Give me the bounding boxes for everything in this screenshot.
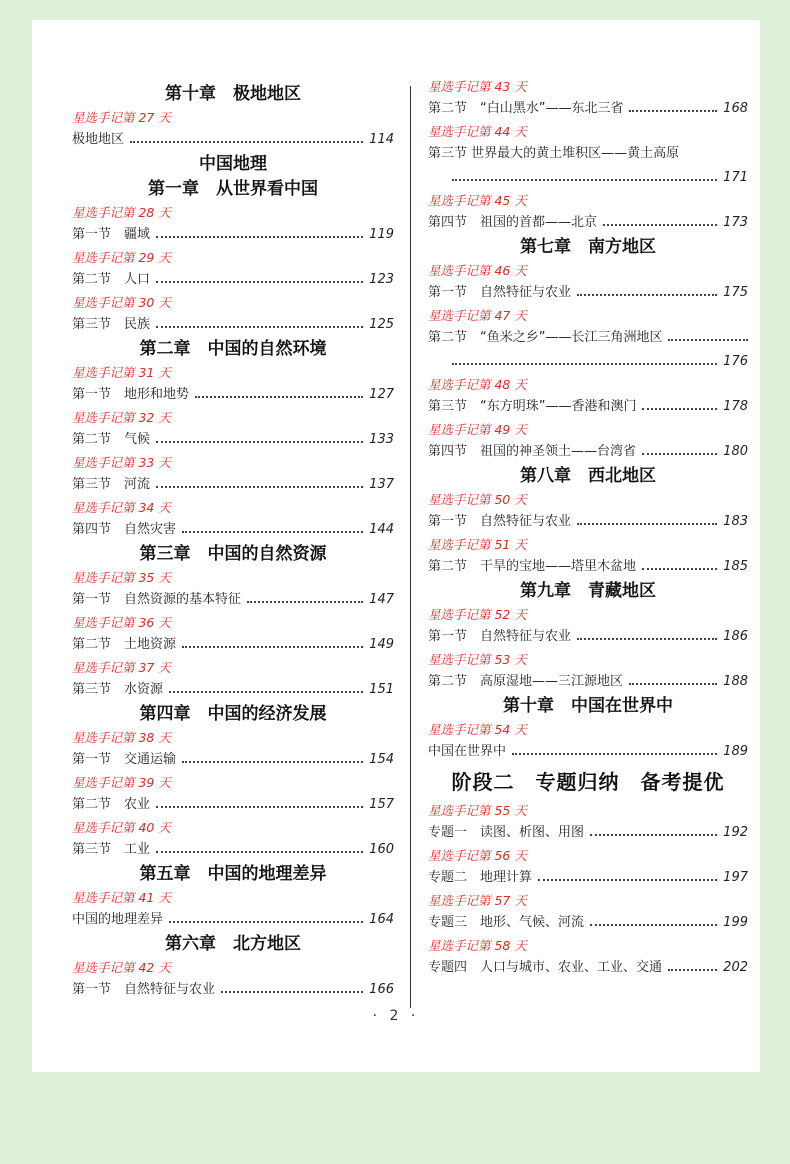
leader-dots <box>538 879 717 881</box>
entry-title: 第四节 自然灾害 <box>72 522 177 537</box>
toc-entry[interactable] <box>428 211 748 235</box>
leader-dots <box>247 601 363 603</box>
page-ref: 125 <box>369 317 394 332</box>
day-label: 星选手记第 43 天 <box>428 79 527 94</box>
day-label: 星选手记第 34 天 <box>72 500 171 515</box>
page-ref: 178 <box>723 399 748 414</box>
page-ref: 183 <box>723 514 748 529</box>
page-ref: 157 <box>369 797 394 812</box>
page-ref: 149 <box>369 637 394 652</box>
entry-title: 第二节 “鱼米之乡”——长江三角洲地区 <box>428 330 663 345</box>
entry-title: 第二节 土地资源 <box>72 637 177 652</box>
entry-title: 第二节 气候 <box>72 432 151 447</box>
page-ref: 180 <box>723 444 748 459</box>
entry-title: 第三节 “东方明珠”——香港和澳门 <box>428 399 637 414</box>
entry-title: 第二节 “白山黑水”——东北三省 <box>428 101 624 116</box>
toc-entry-continuation[interactable] <box>428 166 748 190</box>
page-ref: 123 <box>369 272 394 287</box>
page-ref: 186 <box>723 629 748 644</box>
toc-entry[interactable] <box>72 473 394 497</box>
toc-entry[interactable] <box>72 838 394 862</box>
chapter-heading: 第九章 青藏地区 <box>520 581 656 601</box>
page-ref: 137 <box>369 477 394 492</box>
leader-dots <box>577 523 717 525</box>
leader-dots <box>668 969 717 971</box>
entry-title: 极地地区 <box>72 132 125 147</box>
leader-dots <box>590 834 717 836</box>
entry-title: 专题四 人口与城市、农业、工业、交通 <box>428 960 663 975</box>
leader-dots <box>642 408 717 410</box>
page-number: · 2 · <box>372 1008 420 1024</box>
chapter-heading: 第三章 中国的自然资源 <box>139 544 327 564</box>
leader-dots <box>156 281 363 283</box>
page-ref: 175 <box>723 285 748 300</box>
day-label: 星选手记第 58 天 <box>428 938 527 953</box>
day-label: 星选手记第 52 天 <box>428 607 527 622</box>
entry-title: 第二节 农业 <box>72 797 151 812</box>
day-label: 星选手记第 27 天 <box>72 110 171 125</box>
toc-entry[interactable] <box>72 383 394 407</box>
toc-entry[interactable] <box>72 313 394 337</box>
page-ref: 147 <box>369 592 394 607</box>
day-label: 星选手记第 50 天 <box>428 492 527 507</box>
leader-dots <box>603 224 717 226</box>
entry-title: 第三节 民族 <box>72 317 151 332</box>
leader-dots <box>642 453 717 455</box>
page-ref: 173 <box>723 215 748 230</box>
entry-title: 第一节 自然特征与农业 <box>428 629 572 644</box>
leader-dots <box>195 396 363 398</box>
page-ref: 133 <box>369 432 394 447</box>
toc-right-column <box>428 20 748 980</box>
entry-title: 第一节 疆域 <box>72 227 151 242</box>
entry-title: 专题三 地形、气候、河流 <box>428 915 585 930</box>
page-ref: 185 <box>723 559 748 574</box>
day-label: 星选手记第 56 天 <box>428 848 527 863</box>
toc-entry[interactable] <box>72 428 394 452</box>
day-label: 星选手记第 30 天 <box>72 295 171 310</box>
entry-title: 中国的地理差异 <box>72 912 164 927</box>
leader-dots <box>221 991 363 993</box>
leader-dots <box>590 924 717 926</box>
page-ref: 171 <box>723 170 748 185</box>
entry-title: 第二节 高原湿地——三江源地区 <box>428 674 624 689</box>
leader-dots <box>156 236 363 238</box>
day-label: 星选手记第 33 天 <box>72 455 171 470</box>
day-label: 星选手记第 51 天 <box>428 537 527 552</box>
toc-left-column <box>72 20 394 1002</box>
toc-entry[interactable] <box>428 956 748 980</box>
entry-title: 第一节 自然特征与农业 <box>428 285 572 300</box>
toc-entry[interactable] <box>72 633 394 657</box>
toc-entry[interactable] <box>428 510 748 534</box>
page-ref: 192 <box>723 825 748 840</box>
entry-title: 第四节 祖国的神圣领土——台湾省 <box>428 444 637 459</box>
page-ref: 160 <box>369 842 394 857</box>
toc-entry[interactable] <box>428 670 748 694</box>
entry-title: 第一节 交通运输 <box>72 752 177 767</box>
day-label: 星选手记第 42 天 <box>72 960 171 975</box>
page-ref: 189 <box>723 744 748 759</box>
page-ref: 168 <box>723 101 748 116</box>
toc-entry-continuation[interactable] <box>428 350 748 374</box>
toc-entry[interactable] <box>428 740 748 764</box>
chapter-heading: 第二章 中国的自然环境 <box>139 339 327 359</box>
day-label: 星选手记第 45 天 <box>428 193 527 208</box>
day-label: 星选手记第 32 天 <box>72 410 171 425</box>
day-label: 星选手记第 41 天 <box>72 890 171 905</box>
entry-title: 专题二 地理计算 <box>428 870 533 885</box>
entry-title: 第四节 祖国的首都——北京 <box>428 215 598 230</box>
document-page <box>32 20 760 1072</box>
leader-dots <box>156 326 363 328</box>
entry-title: 第一节 自然特征与农业 <box>72 982 216 997</box>
leader-dots <box>156 806 363 808</box>
column-divider <box>410 86 411 1008</box>
leader-dots <box>130 141 363 143</box>
day-label: 星选手记第 48 天 <box>428 377 527 392</box>
page-ref: 166 <box>369 982 394 997</box>
day-label: 星选手记第 37 天 <box>72 660 171 675</box>
leader-dots <box>156 486 363 488</box>
toc-entry[interactable] <box>72 748 394 772</box>
page-ref: 114 <box>369 132 394 147</box>
leader-dots <box>182 646 363 648</box>
entry-title: 第一节 自然资源的基本特征 <box>72 592 242 607</box>
leader-dots <box>452 179 717 181</box>
toc-entry[interactable] <box>72 588 394 612</box>
day-label: 星选手记第 29 天 <box>72 250 171 265</box>
toc-entry[interactable] <box>428 440 748 464</box>
toc-entry[interactable] <box>72 678 394 702</box>
leader-dots <box>512 753 717 755</box>
leader-dots <box>182 531 363 533</box>
page-ref: 144 <box>369 522 394 537</box>
chapter-heading: 第六章 北方地区 <box>165 934 301 954</box>
leader-dots <box>169 691 363 693</box>
page-ref: 164 <box>369 912 394 927</box>
day-label: 星选手记第 36 天 <box>72 615 171 630</box>
chapter-heading: 第八章 西北地区 <box>520 466 656 486</box>
chapter-heading: 第七章 南方地区 <box>520 237 656 257</box>
entry-title: 专题一 读图、析图、用图 <box>428 825 585 840</box>
page-ref: 154 <box>369 752 394 767</box>
entry-title: 第三节 河流 <box>72 477 151 492</box>
entry-title: 第三节 水资源 <box>72 682 164 697</box>
entry-title: 第二节 人口 <box>72 272 151 287</box>
entry-title: 第一节 自然特征与农业 <box>428 514 572 529</box>
day-label: 星选手记第 57 天 <box>428 893 527 908</box>
toc-entry[interactable] <box>72 978 394 1002</box>
day-label: 星选手记第 39 天 <box>72 775 171 790</box>
day-label: 星选手记第 54 天 <box>428 722 527 737</box>
toc-entry[interactable] <box>72 908 394 932</box>
day-label: 星选手记第 49 天 <box>428 422 527 437</box>
toc-entry[interactable] <box>428 326 748 350</box>
entry-title: 第三节 工业 <box>72 842 151 857</box>
leader-dots <box>642 568 717 570</box>
leader-dots <box>452 363 717 365</box>
leader-dots <box>577 294 717 296</box>
toc-entry[interactable] <box>428 97 748 121</box>
day-label: 星选手记第 47 天 <box>428 308 527 323</box>
leader-dots <box>577 638 717 640</box>
page-ref: 119 <box>369 227 394 242</box>
page-ref: 176 <box>723 354 748 369</box>
chapter-heading: 第四章 中国的经济发展 <box>139 704 327 724</box>
toc-entry[interactable] <box>72 268 394 292</box>
toc-entry[interactable] <box>428 821 748 845</box>
chapter-heading: 第一章 从世界看中国 <box>148 179 318 199</box>
entry-title: 第一节 地形和地势 <box>72 387 190 402</box>
toc-entry[interactable] <box>428 281 748 305</box>
day-label: 星选手记第 55 天 <box>428 803 527 818</box>
day-label: 星选手记第 44 天 <box>428 124 527 139</box>
leader-dots <box>182 761 363 763</box>
leader-dots <box>156 851 363 853</box>
entry-title: 中国在世界中 <box>428 744 507 759</box>
entry-title: 第二节 干旱的宝地——塔里木盆地 <box>428 559 637 574</box>
day-label: 星选手记第 53 天 <box>428 652 527 667</box>
toc-entry[interactable] <box>428 911 748 935</box>
page-ref: 197 <box>723 870 748 885</box>
toc-entry[interactable] <box>428 625 748 649</box>
toc-entry[interactable] <box>428 395 748 419</box>
toc-entry[interactable] <box>428 142 748 166</box>
toc-entry[interactable] <box>72 128 394 152</box>
page-ref: 188 <box>723 674 748 689</box>
day-label: 星选手记第 46 天 <box>428 263 527 278</box>
leader-dots <box>629 683 717 685</box>
leader-dots <box>169 921 363 923</box>
day-label: 星选手记第 40 天 <box>72 820 171 835</box>
page-ref: 151 <box>369 682 394 697</box>
page-ref: 202 <box>723 960 748 975</box>
page-ref: 127 <box>369 387 394 402</box>
page-ref: 199 <box>723 915 748 930</box>
toc-entry[interactable] <box>72 223 394 247</box>
entry-title: 第三节 世界最大的黄土堆积区——黄土高原 <box>428 146 680 161</box>
toc-entry[interactable] <box>428 555 748 579</box>
day-label: 星选手记第 35 天 <box>72 570 171 585</box>
part-heading: 阶段二 专题归纳 备考提优 <box>451 770 725 794</box>
chapter-heading: 第十章 中国在世界中 <box>503 696 673 716</box>
leader-dots <box>156 441 363 443</box>
leader-dots <box>629 110 717 112</box>
chapter-heading: 第五章 中国的地理差异 <box>139 864 327 884</box>
toc-entry[interactable] <box>428 866 748 890</box>
chapter-heading: 中国地理 <box>199 154 267 174</box>
day-label: 星选手记第 28 天 <box>72 205 171 220</box>
day-label: 星选手记第 38 天 <box>72 730 171 745</box>
chapter-heading: 第十章 极地地区 <box>165 84 301 104</box>
day-label: 星选手记第 31 天 <box>72 365 171 380</box>
toc-entry[interactable] <box>72 793 394 817</box>
toc-entry[interactable] <box>72 518 394 542</box>
leader-dots <box>668 339 748 341</box>
